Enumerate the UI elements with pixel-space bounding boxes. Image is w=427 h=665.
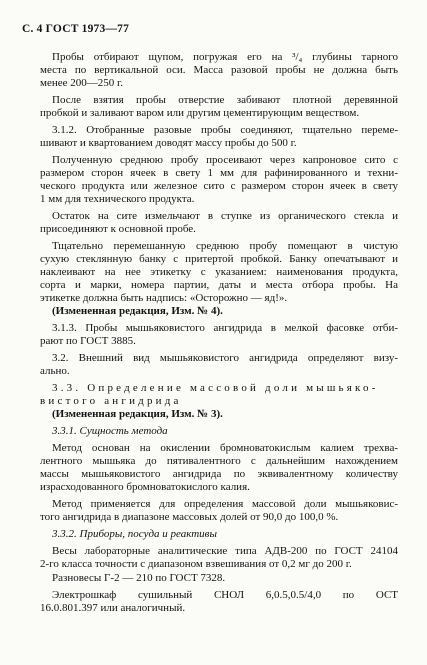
text-line: Полученную среднюю пробу просеивают через капроновое сито с <box>52 154 398 166</box>
text-line: Тщательно перемешанную среднюю пробу помещают в чистую <box>52 240 398 252</box>
text-line: этикетке должна быть надпись: «Осторожно — яд!». <box>40 292 288 304</box>
text-line: рают по ГОСТ 3885. <box>40 335 136 347</box>
subsection-heading: 3.3.1. Сущность метода <box>52 425 168 437</box>
amendment-note: (Измененная редакция, Изм. № 4). <box>52 305 223 317</box>
text-line: наклеивают на нее этикетку с указанием: наименования продукта, <box>40 266 398 278</box>
text-line: израсходованного бромноватокислого калия. <box>40 481 250 493</box>
amendment-note: (Измененная редакция, Изм. № 3). <box>52 408 223 420</box>
text-line: лентного мышьяка до пятивалентного с дальнейшим нахождением <box>40 455 398 467</box>
text-line: места по вертикальной оси. Масса разовой пробы не должна быть <box>40 64 398 76</box>
subsection-heading: 3.3.2. Приборы, посуда и реактивы <box>52 528 217 540</box>
text-line: Пробы отбирают щупом, погружая его на ³/₄ глубины тарного <box>52 51 398 63</box>
text-line: 3.1.2. Отобранные разовые пробы соединяют, тщательно переме- <box>52 124 398 136</box>
text-line: 1 мм для технического продукта. <box>40 193 195 205</box>
text-line: присоединяют к основной пробе. <box>40 223 196 235</box>
text-line: менее 200—250 г. <box>40 77 124 89</box>
text-line: 3.1.3. Пробы мышьяковистого ангидрида в мелкой фасовке отби- <box>52 322 398 334</box>
text-line: сорта и марки, номера партии, даты и места отбора пробы. На <box>40 279 398 291</box>
text-line: того ангидрида в диапазоне массовых долей от 90,0 до 100,0 %. <box>40 511 339 523</box>
text-line: размером сторон ячеек в свету 1 мм для рафинированного и техни- <box>40 167 398 179</box>
text-line: пробкой и заливают варом или другим цементирующим веществом. <box>40 107 360 119</box>
text-line: Весы лабораторные аналитические типа АДВ-200 по ГОСТ 24104 <box>52 545 398 557</box>
text-line: Метод применяется для определения массовой доли мышьяковис- <box>52 498 398 510</box>
text-line: После взятия пробы отверстие забивают плотной деревянной <box>52 94 398 106</box>
text-line: 3.2. Внешний вид мышьяковистого ангидрида определяют визу- <box>52 352 398 364</box>
page-header: С. 4 ГОСТ 1973—77 <box>22 23 130 35</box>
text-line: сухую стеклянную банку с притертой пробкой. Банку опечатывают и <box>40 253 398 265</box>
text-line: Метод основан на окислении бромноватокислым калием трехва- <box>52 442 398 454</box>
section-heading: вистого ангидрида <box>40 395 182 407</box>
text-line: 2-го класса точности с диапазоном взвешивания от 0,2 мг до 200 г. <box>40 558 352 570</box>
section-heading: 3.3. Определение массовой доли мышьяко- <box>52 382 379 394</box>
text-line: Разновесы Г-2 — 210 по ГОСТ 7328. <box>52 572 226 584</box>
text-line: Электрошкаф сушильный СНОЛ 6,0.5,0.5/4,0 по ОСТ <box>52 589 398 601</box>
text-line: ально. <box>40 365 70 377</box>
text-line: шивают и квартованием доводят массу пробы до 500 г. <box>40 137 297 149</box>
text-line: массы мышьяковистого ангидрида по эквивалентному количеству <box>40 468 398 480</box>
text-line: ческого продукта или железное сито с размером сторон ячеек в свету <box>40 180 398 192</box>
text-line: 16.0.801.397 или аналогичный. <box>40 602 186 614</box>
text-line: Остаток на сите измельчают в ступке из органического стекла и <box>52 210 398 222</box>
